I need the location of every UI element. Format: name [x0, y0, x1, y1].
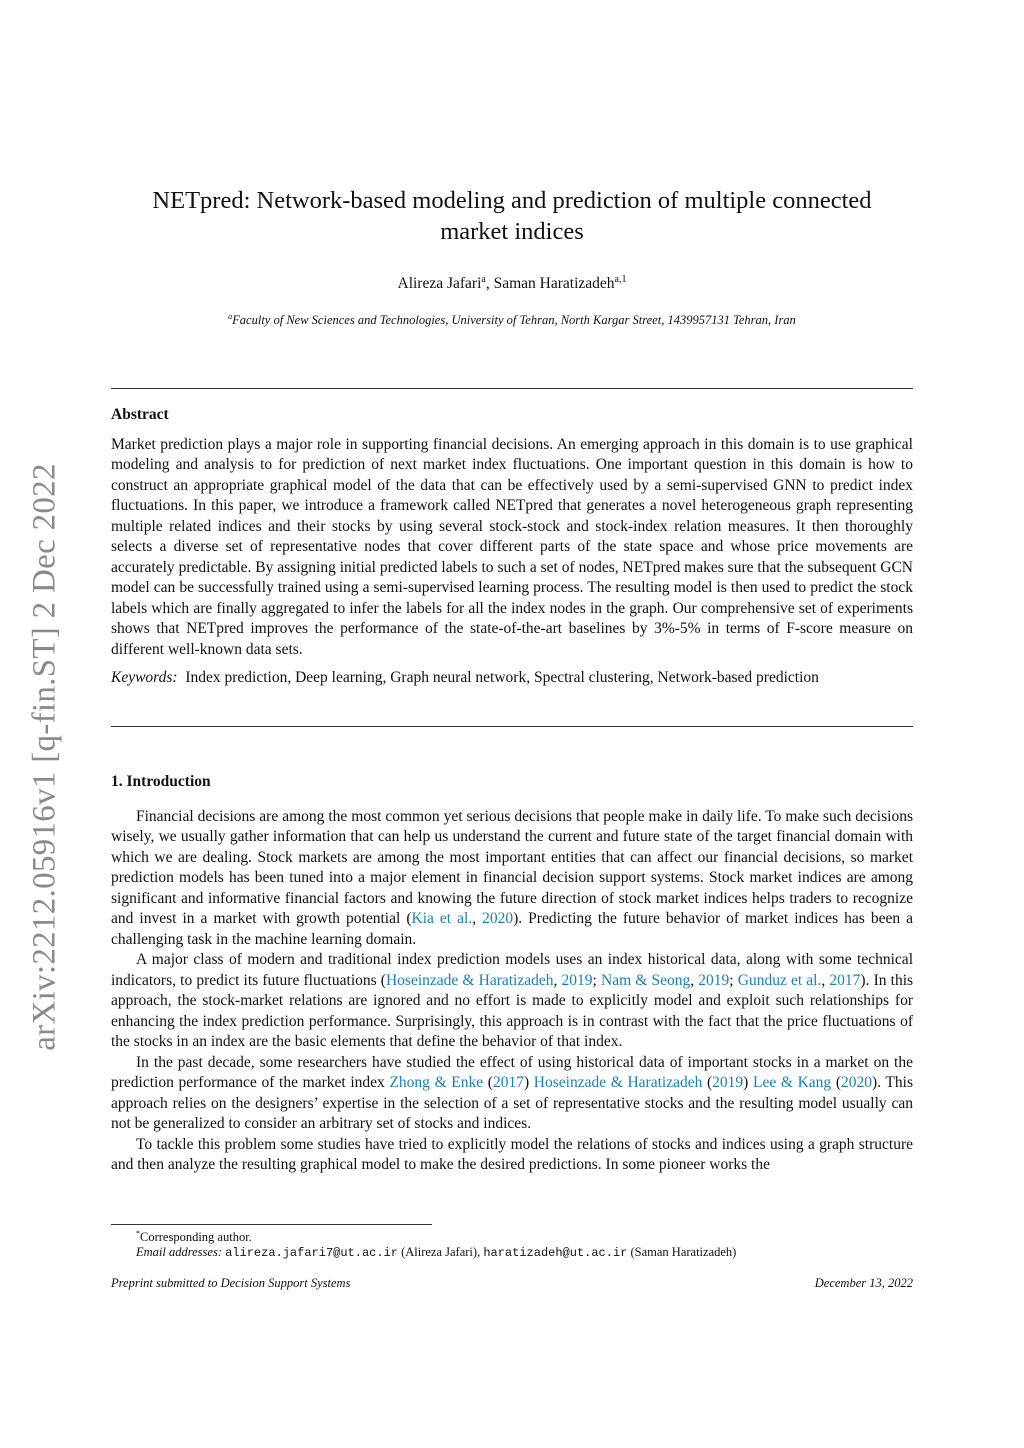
citation-link[interactable]: Zhong & Enke	[389, 1074, 484, 1091]
footnote-rule	[111, 1224, 432, 1225]
introduction-section	[111, 772, 913, 1176]
citation-link[interactable]: Kia et al.	[411, 910, 473, 927]
paragraph-text: Financial decisions are among the most common yet serious decisions that people make in daily life. To make such decisions wisely, we usually gather information that can help us understand the current and future state of the target financial domain with which we are dealing. Stock markets are among the most important entities that can affect our financial decisions, so market prediction models has been tuned into a major element in financial decision support systems. Stock market indices are among significant and informative financial factors and knowing the future direction of stock market indices helps traders to recognize and invest in a market with growth potential (	[111, 807, 913, 927]
citation-link[interactable]: 2017	[492, 1074, 524, 1091]
paragraph-text: To tackle this problem some studies have tried to explicitly model the relations of stocks and indices using a graph structure and then analyze the resulting graphical model to make the desired predictions. In some pioneer works the	[111, 1135, 913, 1173]
email-2-name: (Saman Haratizadeh)	[627, 1245, 737, 1259]
title-line-2: market indices	[440, 218, 584, 245]
paragraph-text: )	[523, 1074, 534, 1091]
citation-link[interactable]: 2019	[561, 971, 593, 989]
abstract-text: Market prediction plays a major role in supporting financial decisions. An emerging approach in this domain is to use graphical modeling and analysis to for prediction of next market index fluctuations. One important question in this domain is how to construct an appropriate graphical model of the data that can be effectively used by a semi-supervised GNN to predict index fluctuations. In this paper, we introduce a framework called NETpred that generates a novel heterogeneous graph representing multiple related indices and their stocks by using several stock-stock and stock-index relation measures. It then thoroughly selects a diverse set of representative nodes that cover different parts of the state space and whose price movements are accurately predictable. By assigning initial predicted labels to such a set of nodes, NETpred makes sure that the subsequent GCN model can be successfully trained using a semi-supervised learning process. The resulting model is then used to predict the stock labels which are finally aggregated to infer the labels for all the index nodes in the graph. Our comprehensive set of experiments shows that NETpred improves the performance of the state-of-the-art baselines by 3%-5% in terms of F-score measure on different well-known data sets.	[111, 435, 913, 658]
intro-paragraph	[111, 1053, 913, 1135]
affiliation-text: Faculty of New Sciences and Technologies, University of Tehran, North Kargar Street, 1439957131 Tehran, Iran	[232, 313, 796, 328]
top-rule	[111, 388, 913, 389]
paragraph-text: In the past decade, some researchers have studied the effect of using historical data of important stocks in a market on the prediction performance of the market index	[111, 1053, 913, 1091]
citation-link[interactable]: 2019	[712, 1074, 744, 1091]
paragraph-text: ,	[690, 971, 699, 989]
author-2: Saman Haratizadeh	[493, 275, 615, 293]
footnote-corresponding	[136, 1229, 252, 1245]
citation-link[interactable]: Gunduz et al.	[737, 971, 822, 989]
author-1: Alireza Jafari	[397, 275, 482, 293]
affiliation	[111, 312, 913, 328]
title-line-1: NETpred: Network-based modeling and prediction of multiple connected	[152, 187, 872, 214]
email-2[interactable]: haratizadeh@ut.ac.ir	[483, 1246, 628, 1260]
paragraph-text: ). Predicting the future behavior of market indices has been a challenging task in the machine learning domain.	[111, 910, 913, 948]
arxiv-identifier: arXiv:2212.05916v1 [q-fin.ST] 2 Dec 2022	[26, 463, 63, 1051]
introduction-heading: 1. Introduction	[111, 773, 211, 790]
paragraph-text: ;	[729, 971, 738, 989]
paragraph-text: ,	[553, 971, 562, 989]
citation-link[interactable]: Nam & Seong	[601, 971, 691, 989]
citation-link[interactable]: 2020	[841, 1074, 873, 1091]
author-1-affil: a	[481, 274, 486, 285]
intro-paragraph	[111, 807, 913, 951]
intro-paragraph	[111, 950, 913, 1053]
abstract-section	[111, 405, 913, 689]
paragraph-text: (	[702, 1074, 713, 1091]
paragraph-text: (	[831, 1074, 842, 1091]
citation-link[interactable]: Hoseinzade & Haratizadeh	[385, 971, 554, 989]
paragraph-text: ). In this approach, the stock-market relations are ignored and no effort is made to explicitly model and exploit such relationships for enhancing the index prediction performance. Surprisingly, this approach is in contrast with the fact that the price fluctuations of the stocks in an index are the basic elements that define the behavior of that index.	[111, 971, 914, 1050]
paragraph-text: A major class of modern and traditional index prediction models uses an index historical data, along with some technical indicators, to predict its future fluctuations (	[111, 951, 913, 989]
email-1-name: (Alireza Jafari),	[397, 1245, 484, 1259]
citation-link[interactable]: 2019	[698, 971, 730, 989]
paragraph-text: (	[483, 1074, 493, 1091]
abstract-heading: Abstract	[111, 406, 169, 423]
paragraph-text: ,	[472, 910, 483, 927]
author-2-affil: a,1	[614, 274, 627, 285]
authors	[111, 274, 913, 293]
citation-link[interactable]: 2017	[829, 971, 861, 989]
bottom-rule	[111, 726, 913, 727]
paragraph-text: ;	[592, 971, 602, 989]
author-separator: ,	[485, 275, 494, 293]
footnote-emails	[136, 1245, 736, 1260]
paragraph-text: ). This approach relies on the designers’ expertise in the selection of a set of representative stocks and the resulting model usually can not be generalized to consider an arbitrary set of stocks and indices.	[111, 1074, 913, 1132]
affiliation-mark: a	[228, 312, 233, 321]
footer-submission: Preprint submitted to Decision Support Systems	[111, 1276, 351, 1290]
keywords	[111, 668, 913, 689]
citation-link[interactable]: 2020	[482, 910, 514, 927]
citation-link[interactable]: Lee & Kang	[753, 1074, 832, 1091]
paragraph-text: ,	[821, 971, 830, 989]
paper-title	[111, 185, 913, 247]
intro-paragraph	[111, 1135, 913, 1176]
citation-link[interactable]: Hoseinzade & Haratizadeh	[533, 1074, 703, 1091]
footnote-mark: *	[136, 1229, 140, 1238]
paragraph-text: )	[743, 1074, 753, 1091]
keywords-label: Keywords:	[111, 669, 178, 686]
email-label: Email addresses:	[136, 1245, 222, 1259]
introduction-body	[111, 807, 913, 1176]
footer-date: December 13, 2022	[814, 1276, 913, 1290]
email-1[interactable]: alireza.jafari7@ut.ac.ir	[225, 1246, 398, 1260]
keywords-text: Index prediction, Deep learning, Graph neural network, Spectral clustering, Network-based prediction	[185, 669, 819, 686]
footnote-text: Corresponding author.	[140, 1230, 252, 1245]
